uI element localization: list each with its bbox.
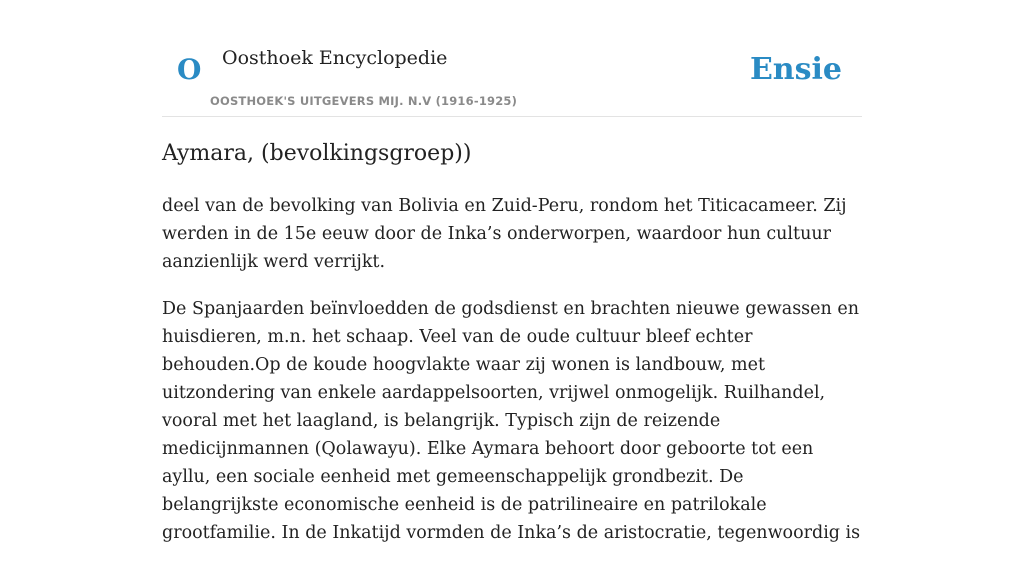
entry-paragraph: De Spanjaarden beïnvloedden de godsdienst en brachten nieuwe gewassen en huisdieren, m.n. het schaap. Veel van de oude cultuur bleef echter behouden.Op de koude hoogvlakte waar zij wonen is landbouw, met uitzondering van enkele aardappelsoorten, vrijwel onmogelijk. Ruilhandel, vooral met het laagland, is belangrijk. Typisch zijn de reizende medicijnmannen (Qolawayu). Elke Aymara behoort door geboorte tot een ayllu, een sociale eenheid met gemeenschappelijk grondbezit. De belangrijkste economische eenheid is de patrilineaire en patrilokale grootfamilie. In de Inkatijd vormden de Inka’s de aristocratie, tegenwoordig is xyxy=(162,299,861,543)
ensie-logo-link[interactable]: Ensie xyxy=(749,52,842,87)
site-header xyxy=(162,0,862,117)
source-title[interactable]: Oosthoek Encyclopedie xyxy=(222,47,448,69)
entry-title: Aymara, (bevolkingsgroep)) xyxy=(162,141,472,166)
source-subtitle: OOSTHOEK'S UITGEVERS MIJ. N.V (1916-1925) xyxy=(210,94,518,108)
entry-body xyxy=(162,192,864,566)
page xyxy=(162,0,862,543)
entry-paragraph: deel van de bevolking van Bolivia en Zuid-Peru, rondom het Titicacameer. Zij werden in de 15e eeuw door de Inka’s onderworpen, waardoor hun cultuur aanzienlijk werd verrijkt. xyxy=(162,196,847,272)
oosthoek-logo-icon[interactable]: O xyxy=(177,53,202,86)
